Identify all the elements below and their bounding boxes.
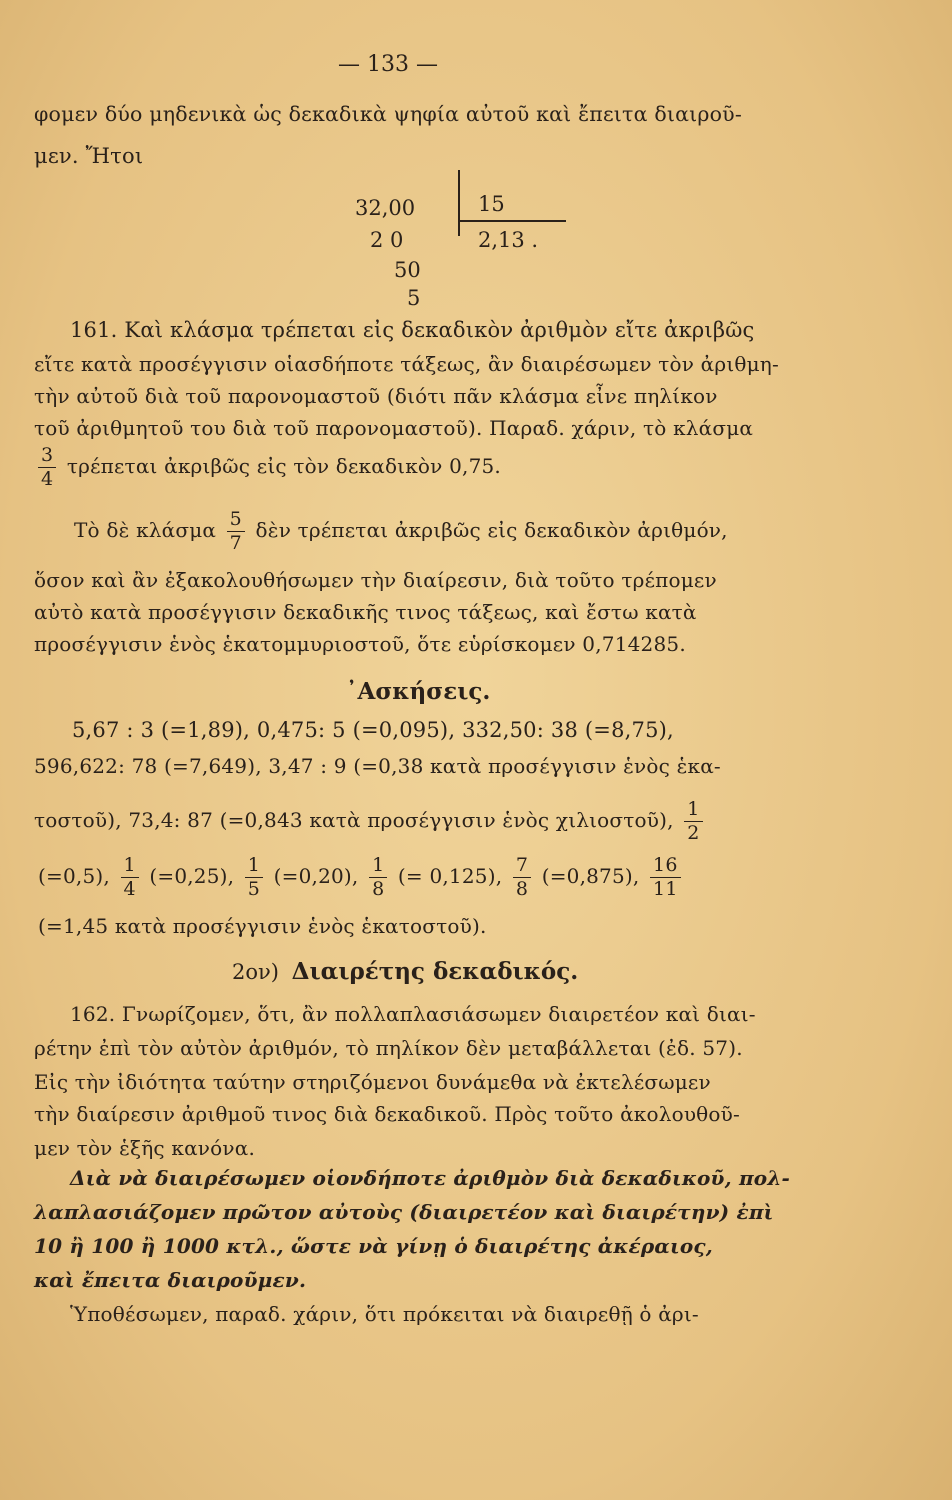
division-vertical-rule [458,170,460,236]
p162-line-2: ρέτην ἐπὶ τὸν αὐτὸν ἀριθμόν, τὸ πηλίκον δὲν μεταβάλλεται (ἐδ. 57). [34,1036,743,1060]
division-horizontal-rule [458,220,566,222]
rule-line-1: Διὰ νὰ διαιρέσωμεν οἱονδήποτε ἀριθμὸν διὰ δεκαδικοῦ, πολ- [70,1166,791,1190]
fraction-three-quarters: $\frac{3}{4}$ [38,446,56,489]
p161-line-9: προσέγγισιν ἑνὸς ἑκατομμυριοστοῦ, ὅτε εὑρίσκομεν 0,714285. [34,632,686,656]
p162-line-6: Ὑποθέσωμεν, παραδ. χάριν, ὅτι πρόκειται νὰ διαιρεθῇ ὁ ἀρι- [70,1302,699,1326]
division-step-1: 2 0 [370,228,404,252]
fraction-one-fifth: $\frac{1}{5}$ [245,856,263,899]
fraction-one-eighth: $\frac{1}{8}$ [369,856,387,899]
fraction-one-half: $\frac{1}{2}$ [684,800,702,843]
fraction-one-quarter: $\frac{1}{4}$ [121,856,139,899]
p161-line-1: 161. Καὶ κλάσμα τρέπεται εἰς δεκαδικὸν ἀριθμὸν εἴτε ἀκριβῶς [70,318,755,342]
fraction-sixteen-elevenths: $\frac{16}{11}$ [650,856,681,899]
p161-line-6: Τὸ δὲ κλάσμα $\frac{5}{7}$ δὲν τρέπεται ἀκριβῶς εἰς δεκαδικὸν ἀριθμόν, [74,508,728,554]
intro-line-2: μεν. Ἤτοι [34,144,144,168]
division-divisor: 15 [478,192,505,216]
p161-line-7: ὅσον καὶ ἂν ἐξακολουθήσωμεν τὴν διαίρεσιν, διὰ τοῦτο τρέπομεν [34,568,717,592]
rule-line-3: 10 ἢ 100 ἢ 1000 κτλ., ὥστε νὰ γίνῃ ὁ διαιρέτης ἀκέραιος, [34,1234,713,1258]
fraction-seven-eighths: $\frac{7}{8}$ [513,856,531,899]
p161-line-4: τοῦ ἀριθμητοῦ του διὰ τοῦ παρονομαστοῦ). Παραδ. χάριν, τὸ κλάσμα [34,416,754,440]
exercises-line-4: (=0,5), $\frac{1}{4}$ (=0,25), $\frac{1}{5}$ (=0,20), $\frac{1}{8}$ (= 0,125), $\frac{7}{8}$ (=0,875), $\frac{16}{11}$ [38,856,814,899]
intro-line-1: φομεν δύο μηδενικὰ ὡς δεκαδικὰ ψηφία αὐτοῦ καὶ ἔπειτα διαιροῦ- [34,102,742,126]
p161-line-2: εἴτε κατὰ προσέγγισιν οἱασδήποτε τάξεως, ἂν διαιρέσωμεν τὸν ἀριθμη- [34,352,779,376]
section-2-heading: 2ον) Διαιρέτης δεκαδικός. [232,958,579,985]
p162-line-1: 162. Γνωρίζομεν, ὅτι, ἂν πολλαπλασιάσωμεν διαιρετέον καὶ διαι- [70,1002,756,1026]
p161-line-5: $\frac{3}{4}$ τρέπεται ἀκριβῶς εἰς τὸν δεκαδικὸν 0,75. [34,446,814,489]
p162-line-3: Εἰς τὴν ἰδιότητα ταύτην στηριζόμενοι δυνάμεθα νὰ ἐκτελέσωμεν [34,1070,711,1094]
exercises-line-2: 596,622: 78 (=7,649), 3,47 : 9 (=0,38 κατὰ προσέγγισιν ἑνὸς ἑκα- [34,754,721,778]
fraction-five-sevenths: $\frac{5}{7}$ [227,510,245,553]
exercises-line-3: τοστοῦ), 73,4: 87 (=0,843 κατὰ προσέγγισιν ἑνὸς χιλιοστοῦ), $\frac{1}{2}$ [34,800,814,843]
page-number: — 133 — [338,52,438,77]
p161-line-8: αὐτὸ κατὰ προσέγγισιν δεκαδικῆς τινος τάξεως, καὶ ἔστω κατὰ [34,600,697,624]
division-dividend: 32,00 [355,196,416,220]
rule-line-2: λαπλασιάζομεν πρῶτον αὐτοὺς (διαιρετέον καὶ διαιρέτην) ἐπὶ [34,1200,774,1224]
rule-line-4: καὶ ἔπειτα διαιροῦμεν. [34,1268,307,1292]
division-step-2: 50 [394,258,421,282]
p162-line-5: μεν τὸν ἑξῆς κανόνα. [34,1136,256,1160]
exercises-line-1: 5,67 : 3 (=1,89), 0,475: 5 (=0,095), 332,50: 38 (=8,75), [72,718,674,742]
p161-line-3: τὴν αὐτοῦ διὰ τοῦ παρονομαστοῦ (διότι πᾶν κλάσμα εἶνε πηλίκον [34,384,718,408]
division-quotient: 2,13 . [478,228,539,252]
exercises-line-5: (=1,45 κατὰ προσέγγισιν ἑνὸς ἑκατοστοῦ). [38,914,487,938]
division-remainder: 5 [407,286,421,310]
p162-line-4: τὴν διαίρεσιν ἀριθμοῦ τινος διὰ δεκαδικοῦ. Πρὸς τοῦτο ἀκολουθοῦ- [34,1102,740,1126]
exercises-heading: ᾿Ασκήσεις. [346,678,491,705]
